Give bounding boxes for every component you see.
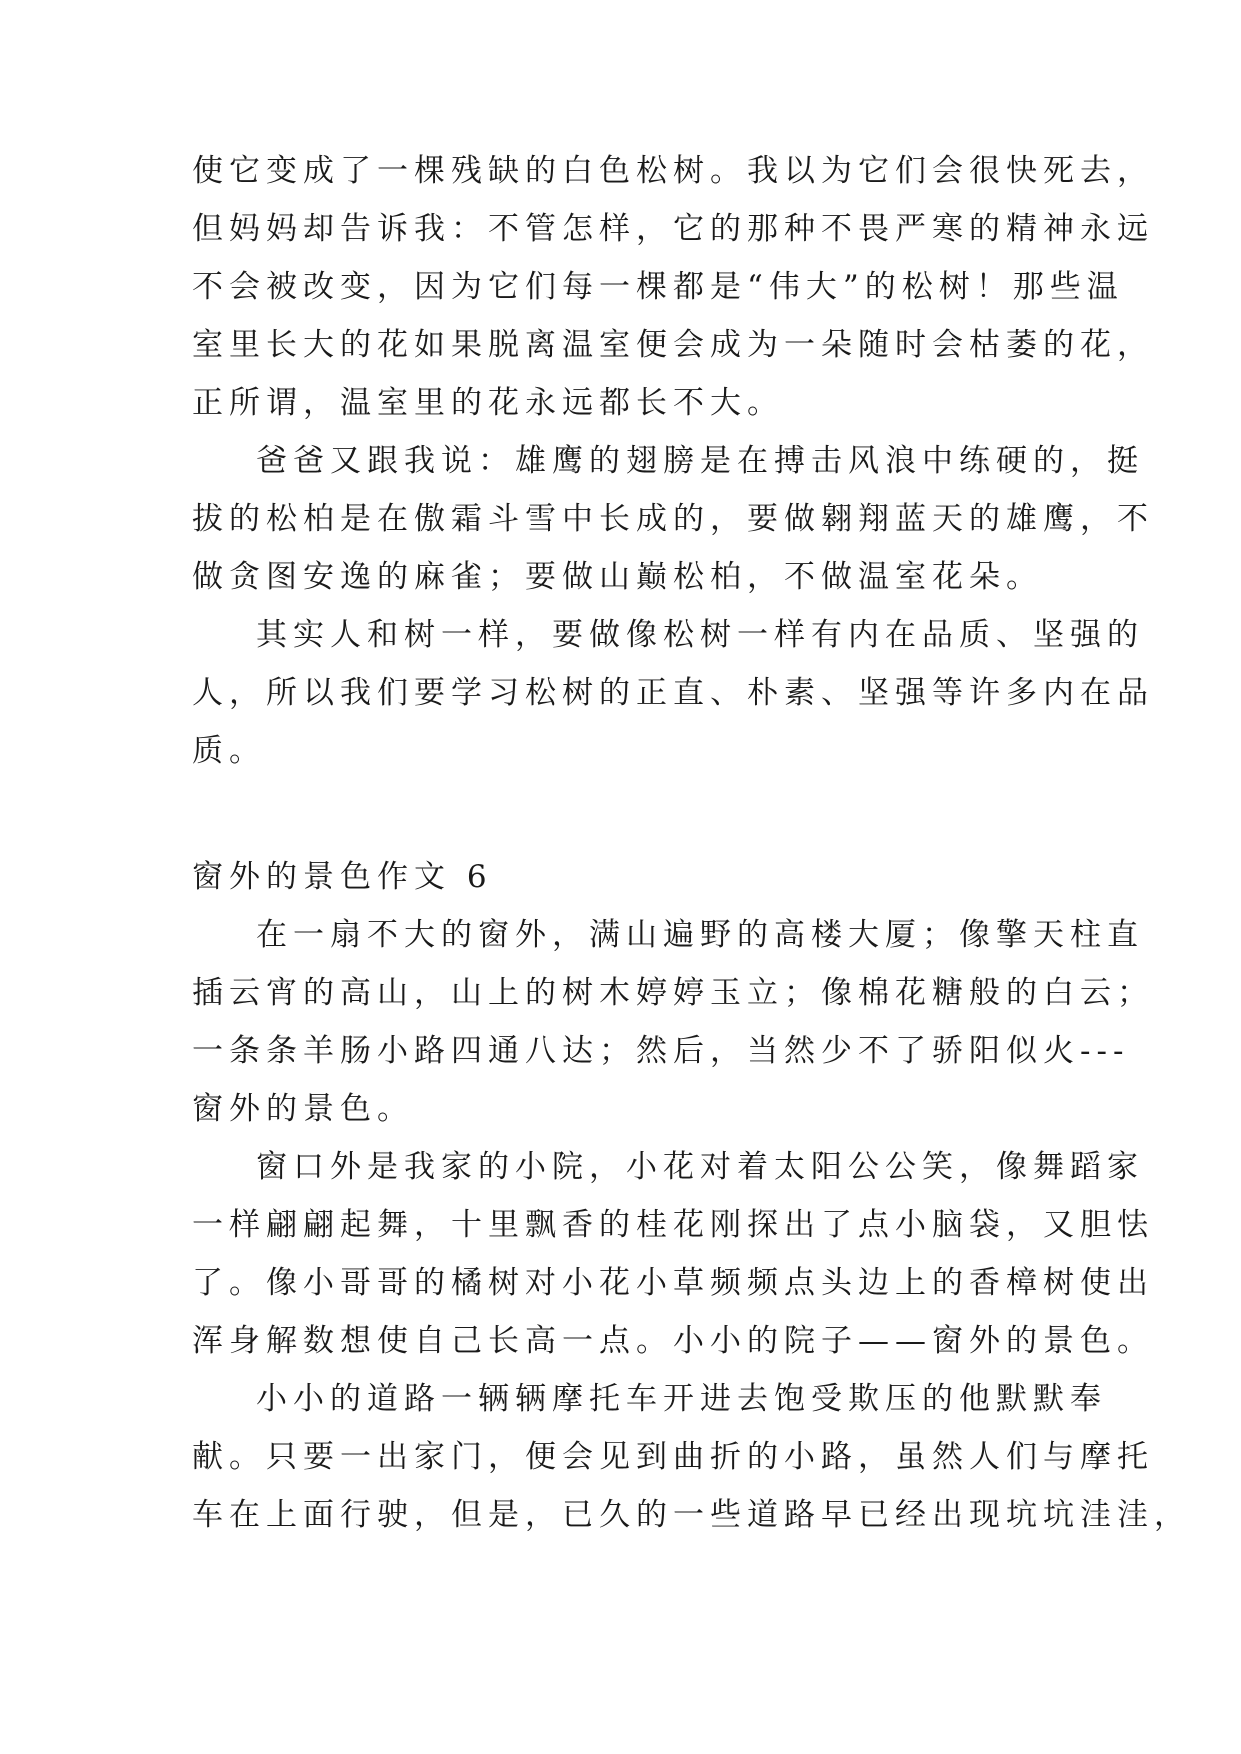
text-line: 插云宵的高山，山上的树木婷婷玉立；像棉花糖般的白云；: [192, 975, 1154, 1011]
paragraph-start-line: 其实人和树一样，要做像松树一样有内在品质、坚强的: [256, 617, 1144, 653]
text-line: 一条条羊肠小路四通八达；然后，当然少不了骄阳似火---: [192, 1033, 1130, 1069]
text-line: 不会被改变，因为它们每一棵都是“伟大”的松树！那些温: [192, 269, 1124, 305]
text-line: 做贪图安逸的麻雀；要做山巅松柏，不做温室花朵。: [192, 559, 1043, 595]
paragraph-start-line: 小小的道路一辆辆摩托车开进去饱受欺压的他默默奉: [256, 1381, 1107, 1417]
paragraph-start-line: 窗口外是我家的小院，小花对着太阳公公笑，像舞蹈家: [256, 1149, 1144, 1185]
text-line: 人，所以我们要学习松树的正直、朴素、坚强等许多内在品: [192, 675, 1154, 711]
section-title: 窗外的景色作文 6: [192, 859, 493, 895]
text-line: 使它变成了一棵残缺的白色松树。我以为它们会很快死去，: [192, 153, 1154, 189]
text-line: 献。只要一出家门，便会见到曲折的小路，虽然人们与摩托: [192, 1439, 1154, 1475]
paragraph-start-line: 在一扇不大的窗外，满山遍野的高楼大厦；像擎天柱直: [256, 917, 1144, 953]
text-line: 窗外的景色。: [192, 1091, 414, 1127]
text-line: 了。像小哥哥的橘树对小花小草频频点头边上的香樟树使出: [192, 1265, 1154, 1301]
paragraph-start-line: 爸爸又跟我说：雄鹰的翅膀是在搏击风浪中练硬的，挺: [256, 443, 1144, 479]
text-line: 拔的松柏是在傲霜斗雪中长成的，要做翱翔蓝天的雄鹰，不: [192, 501, 1154, 537]
text-line: 一样翩翩起舞，十里飘香的桂花刚探出了点小脑袋，又胆怯: [192, 1207, 1154, 1243]
text-line: 室里长大的花如果脱离温室便会成为一朵随时会枯萎的花，: [192, 327, 1154, 363]
text-line: 浑身解数想使自己长高一点。小小的院子——窗外的景色。: [192, 1323, 1154, 1359]
text-line: 质。: [192, 733, 266, 769]
text-line: 但妈妈却告诉我：不管怎样，它的那种不畏严寒的精神永远: [192, 211, 1154, 247]
text-line: 车在上面行驶，但是，已久的一些道路早已经出现坑坑洼洼，: [192, 1497, 1191, 1533]
text-line: 正所谓，温室里的花永远都长不大。: [192, 385, 784, 421]
